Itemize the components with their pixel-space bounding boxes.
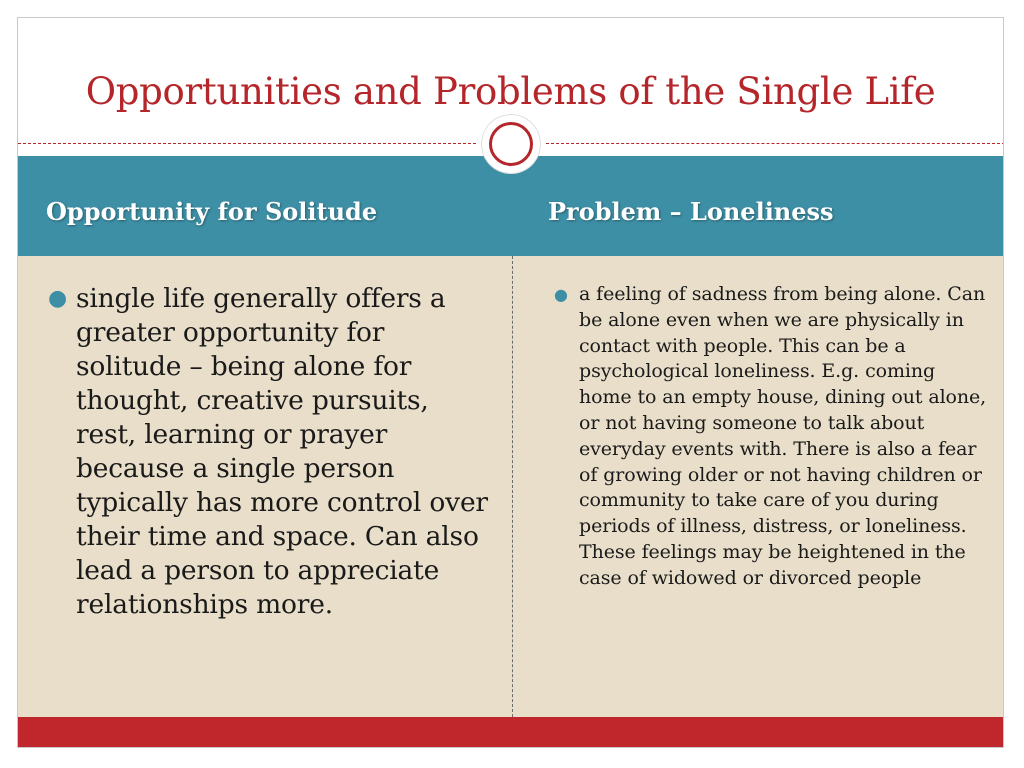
slide [17,17,1004,748]
right-column-heading: Problem – Loneliness [548,197,834,226]
left-bullet-text: single life generally offers a greater opportunity for solitude – being alone for thought, creative pursuits, rest, learning or prayer because a single person typically has more control over their time and space. Can also lead a person to appreciate relationships more. [76,283,488,620]
left-column-heading: Opportunity for Solitude [46,197,378,226]
list-item [552,282,992,592]
bullet-dot-icon: ● [48,286,67,311]
right-bullet-list [552,282,992,592]
title-divider-right [546,143,1004,144]
title-divider-left [18,143,476,144]
slide-title: Opportunities and Problems of the Single Life [85,70,936,113]
column-divider [512,256,513,717]
list-item [48,282,496,622]
left-bullet-list [48,282,496,622]
ring-emblem-icon [482,115,540,173]
right-bullet-text: a feeling of sadness from being alone. Can be alone even when we are physically in contact with people. This can be a psychological loneliness. E.g. coming home to an empty house, dining out alone, or not having someone to talk about everyday events with. There is also a fear of growing older or not having children or community to take care of you during periods of illness, distress, or loneliness. These feelings may be heightened in the case of widowed or divorced people [579,283,987,589]
bullet-dot-icon: ● [554,285,568,304]
right-column [552,282,992,592]
ring-emblem-inner [489,122,533,166]
footer-band [18,717,1003,748]
left-column [48,282,496,622]
